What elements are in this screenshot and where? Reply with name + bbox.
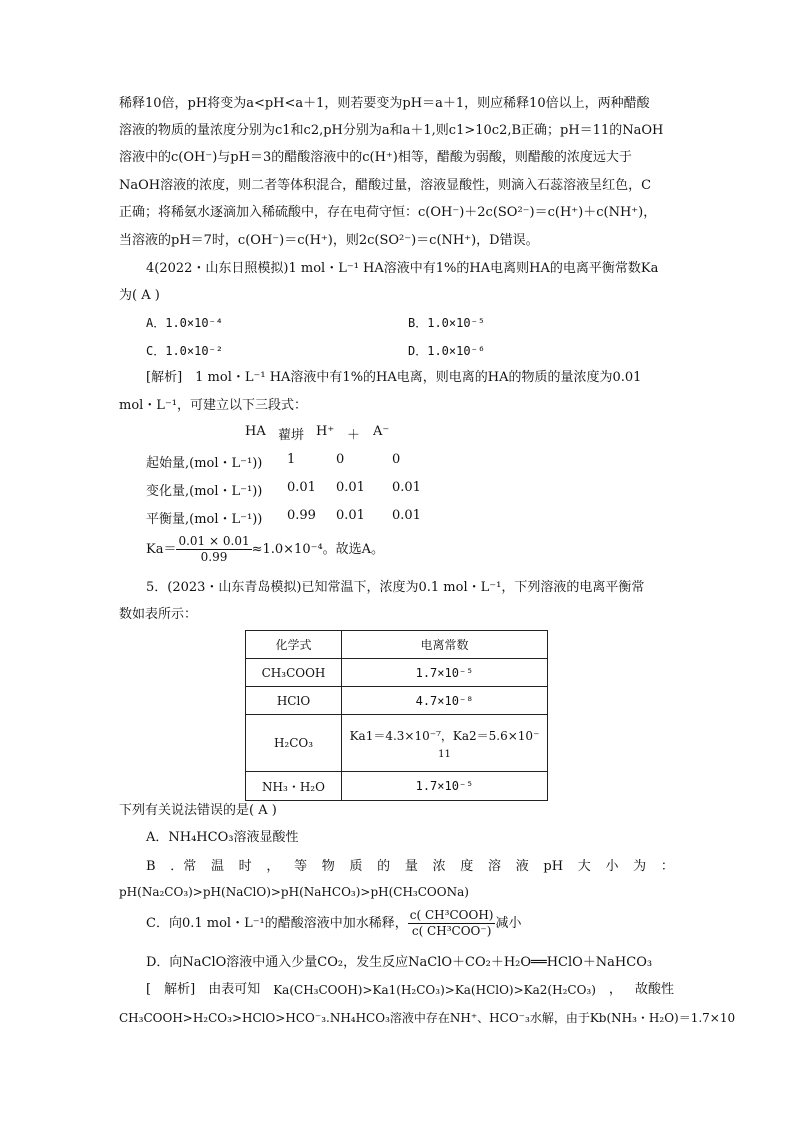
row-value: 0 [336, 452, 345, 467]
row-label: 平衡量,(mol・L⁻¹)) [146, 512, 263, 527]
table-cell: H₂CO₃ [246, 715, 342, 772]
option-d: D．向NaClO溶液中通入少量CO₂，发生反应NaClO＋CO₂＋H₂O══HClO＋NaHCO₃ [146, 955, 653, 970]
table-header: 化学式 [246, 631, 342, 659]
word: 浓 [432, 859, 446, 874]
option-c-line [146, 906, 521, 942]
row-value: 0.99 [287, 508, 316, 523]
option-a: A．NH₄HCO₃溶液显酸性 [146, 830, 299, 845]
eq-plus: ＋ [347, 428, 361, 443]
ka-denominator: 0.99 [200, 550, 228, 564]
option-b-line [146, 857, 674, 877]
table-cell: NH₃・H₂O [246, 772, 342, 801]
table-row [246, 687, 548, 715]
word: ： [660, 859, 674, 874]
table-cell: 4.7×10⁻⁸ [342, 687, 548, 715]
fraction-denominator: c( CH³COO⁻) [411, 924, 492, 938]
word: ， [608, 982, 622, 997]
option-b: B．1.0×10⁻⁵ [408, 316, 486, 330]
option-c-text: C．向0.1 mol・L⁻¹的醋酸溶液中加水稀释， [146, 916, 408, 931]
question-4-stem-cont: 为( A ) [119, 288, 160, 303]
table-header: 电离常数 [342, 631, 548, 659]
table-row [246, 715, 548, 772]
analysis-line: mol・L⁻¹，可建立以下三段式： [119, 398, 308, 413]
word: 故酸性 [634, 982, 674, 997]
text-line: 稀释10倍，pH将变为a<pH<a＋1，则若要变为pH＝a＋1，则应稀释10倍以上，两种醋酸 [119, 96, 650, 111]
ka-formula [146, 532, 384, 568]
text-line: 溶液中的c(OH⁻)与pH＝3的醋酸溶液中的c(H⁺)相等，醋酸为弱酸，则醋酸的浓度远大于 [119, 150, 632, 165]
row-value: 1 [287, 452, 296, 467]
table-cell-line: 11 [438, 749, 451, 760]
option-c-suffix: 减小 [495, 916, 522, 931]
table-cell: CH₃COOH [246, 659, 342, 687]
row-value: 0.01 [287, 480, 316, 495]
question-4-stem: 4(2022・山东日照模拟)1 mol・L⁻¹ HA溶液中有1%的HA电离则HA的电离平衡常数Ka [146, 261, 659, 276]
word: 温 [210, 859, 224, 874]
option-a: A．1.0×10⁻⁴ [146, 316, 224, 330]
analysis-line [146, 980, 674, 1000]
analysis-line: [解析] 1 mol・L⁻¹ HA溶液中有1%的HA电离，则电离的HA的物质的量浓度为0.01 [146, 370, 642, 385]
eq-ha: HA [245, 424, 266, 439]
word: B [146, 859, 156, 874]
row-value: 0.01 [392, 508, 421, 523]
word: 大 [577, 859, 591, 874]
row-label: 起始量,(mol・L⁻¹)) [146, 456, 263, 471]
option-d: D．1.0×10⁻⁶ [408, 344, 486, 358]
ionization-constant-table [245, 630, 548, 801]
word: 溶 [487, 859, 501, 874]
table-cell: 1.7×10⁻⁵ [342, 659, 548, 687]
row-value: 0.01 [336, 508, 365, 523]
word: 由表可知 [208, 982, 261, 997]
table-cell [342, 715, 548, 772]
word: 量 [404, 859, 418, 874]
option-c: C．1.0×10⁻² [146, 344, 224, 358]
text-line: 正确；将稀氨水逐滴加入稀硫酸中，存在电荷守恒：c(OH⁻)＋2c(SO²⁻)＝c(H⁺)＋c(NH⁺)， [119, 205, 657, 220]
row-value: 0.01 [392, 480, 421, 495]
word: 质 [349, 859, 363, 874]
table-row [246, 631, 548, 659]
text-line: 溶液的物质的量浓度分别为c1和c2,pH分别为a和a＋1,则c1>10c2,B正确；pH＝11的NaOH [119, 123, 664, 138]
eq-a: A⁻ [373, 424, 390, 439]
ka-right: ≈1.0×10⁻⁴。故选A。 [251, 542, 385, 557]
row-label: 变化量,(mol・L⁻¹)) [146, 484, 263, 499]
row-value: 0 [392, 452, 401, 467]
word: 小 [605, 859, 619, 874]
table-row [246, 772, 548, 801]
eq-h: H⁺ [316, 424, 335, 439]
question-5-ask: 下列有关说法错误的是( A ) [119, 803, 277, 818]
option-c-fraction [408, 908, 496, 939]
word: Ka(CH₃COOH)>Ka1(H₂CO₃)>Ka(HClO)>Ka2(H₂CO₃) [273, 983, 596, 997]
ka-numerator: 0.01 × 0.01 [178, 534, 250, 548]
word: 物 [321, 859, 335, 874]
word: 度 [460, 859, 474, 874]
option-b-cont: pH(Na₂CO₃)>pH(NaClO)>pH(NaHCO₃)>pH(CH₃COONa) [119, 885, 469, 899]
ka-left: Ka＝ [146, 542, 177, 557]
word: 等 [294, 859, 308, 874]
table-cell-line: Ka1＝4.3×10⁻⁷，Ka2＝5.6×10⁻ [349, 729, 540, 743]
text-line: 当溶液的pH＝7时，c(OH⁻)＝c(H⁺)，则2c(SO²⁻)＝c(NH⁺)，D错误。 [119, 233, 539, 248]
analysis-line: CH₃COOH>H₂CO₃>HClO>HCO⁻₃.NH₄HCO₃溶液中存在NH⁺、HCO⁻₃水解，由于Kb(NH₃・H₂O)＝1.7×10 [119, 1011, 736, 1025]
word: 时 [238, 859, 252, 874]
word: [ [146, 982, 152, 997]
question-5-stem-cont: 数如表所示： [119, 607, 198, 622]
question-5-stem: 5．(2023・山东青岛模拟)已知常温下，浓度为0.1 mol・L⁻¹，下列溶液的电离平衡常 [146, 580, 645, 595]
row-value: 0.01 [336, 480, 365, 495]
word: 液 [515, 859, 529, 874]
table-row [246, 659, 548, 687]
fraction-numerator: c( CH³COOH) [409, 908, 494, 922]
word: 为 [633, 859, 647, 874]
word: 解析] [164, 982, 196, 997]
text-line: NaOH溶液的浓度，则二者等体积混合，醋酸过量，溶液显酸性，则滴入石蕊溶液呈红色，C [119, 178, 652, 193]
word: ．常 [170, 859, 197, 874]
word: 的 [377, 859, 391, 874]
word: ， [266, 859, 280, 874]
table-cell: HClO [246, 687, 342, 715]
table-cell: 1.7×10⁻⁵ [342, 772, 548, 801]
ka-fraction [176, 534, 251, 565]
eq-arrow: 藋垪 [278, 428, 305, 443]
word: pH [543, 859, 564, 874]
